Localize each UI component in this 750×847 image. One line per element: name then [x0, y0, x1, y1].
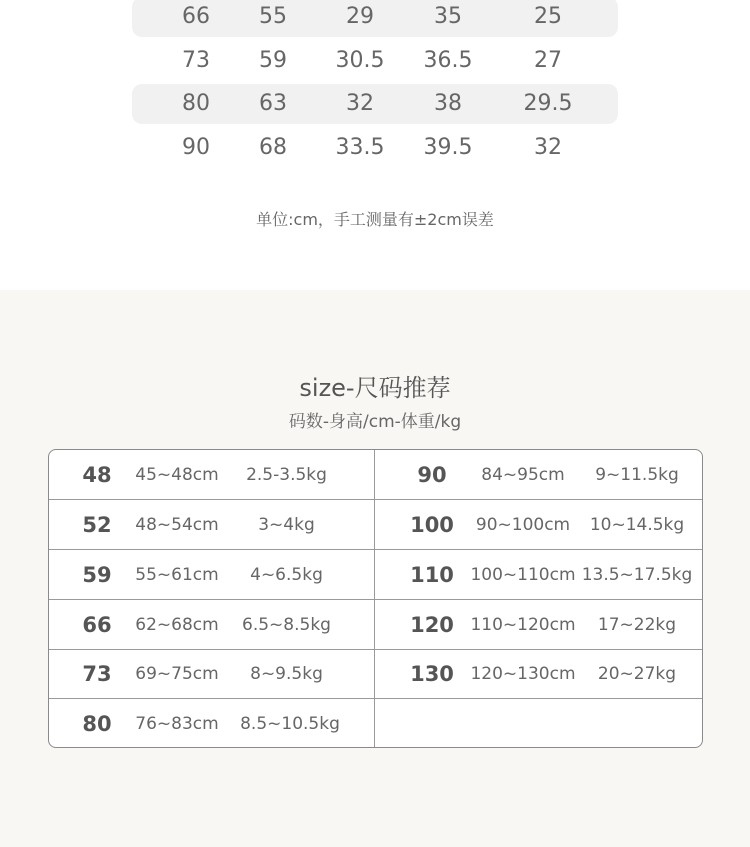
measurement-row	[132, 84, 618, 124]
size-code: 100	[410, 513, 454, 537]
size-code: 120	[410, 613, 454, 637]
size-code: 130	[410, 662, 454, 686]
size-code: 90	[417, 463, 447, 487]
section-subtitle: 码数-身高/cm-体重/kg	[288, 412, 462, 432]
size-code: 59	[82, 563, 112, 587]
size-code: 48	[82, 463, 112, 487]
measurement-cell: 55	[259, 4, 287, 29]
measurement-cell: 90	[182, 135, 210, 160]
height-range: 48~54cm	[135, 515, 219, 535]
measurement-cell: 30.5	[335, 48, 385, 73]
table-row	[49, 699, 703, 748]
size-code: 52	[82, 513, 112, 537]
measurement-cell: 25	[534, 4, 562, 29]
measurement-row	[132, 41, 618, 81]
weight-range: 20~27kg	[597, 664, 677, 684]
height-range: 62~68cm	[135, 615, 219, 635]
size-code: 73	[82, 662, 112, 686]
weight-range: 3~4kg	[258, 515, 315, 535]
table-row	[49, 649, 703, 699]
height-range: 120~130cm	[470, 664, 576, 684]
table-row	[49, 450, 703, 500]
measurement-cell: 36.5	[423, 48, 473, 73]
size-recommend-section	[0, 290, 750, 847]
weight-range: 2.5-3.5kg	[246, 465, 327, 485]
height-range: 84~95cm	[481, 465, 565, 485]
weight-range: 4~6.5kg	[250, 565, 323, 585]
weight-range: 6.5~8.5kg	[242, 615, 331, 635]
weight-range: 17~22kg	[597, 615, 677, 635]
table-row	[49, 550, 703, 600]
measurement-note: 单位:cm，手工测量有±2cm误差	[256, 210, 494, 229]
measurement-cell: 66	[182, 4, 210, 29]
weight-range: 8~9.5kg	[250, 664, 323, 684]
height-range: 76~83cm	[135, 714, 219, 734]
measurement-cell: 38	[434, 91, 462, 116]
measurement-cell: 68	[259, 135, 287, 160]
weight-range: 10~14.5kg	[589, 515, 685, 535]
size-table	[48, 449, 703, 748]
height-range: 110~120cm	[470, 615, 576, 635]
measurement-cell: 27	[534, 48, 562, 73]
weight-range: 8.5~10.5kg	[240, 714, 340, 734]
table-row	[49, 600, 703, 650]
measurement-row	[132, 128, 618, 168]
weight-range: 13.5~17.5kg	[581, 565, 693, 585]
size-code: 66	[82, 613, 112, 637]
measurement-cell: 33.5	[335, 135, 385, 160]
measurement-cell: 32	[346, 91, 374, 116]
height-range: 100~110cm	[470, 565, 576, 585]
height-range: 90~100cm	[475, 515, 571, 535]
size-code: 110	[410, 563, 454, 587]
weight-range: 9~11.5kg	[595, 465, 679, 485]
measurement-cell: 73	[182, 48, 210, 73]
measurement-cell: 63	[259, 91, 287, 116]
height-range: 69~75cm	[135, 664, 219, 684]
measurement-cell: 59	[259, 48, 287, 73]
height-range: 55~61cm	[135, 565, 219, 585]
section-title: size-尺码推荐	[299, 374, 451, 402]
table-row	[49, 500, 703, 550]
measurement-cell: 29	[346, 4, 374, 29]
size-code: 80	[82, 712, 112, 736]
measurement-cell: 35	[434, 4, 462, 29]
measurement-section	[0, 0, 750, 290]
measurement-cell: 39.5	[423, 135, 473, 160]
measurement-cell: 29.5	[523, 91, 573, 116]
height-range: 45~48cm	[135, 465, 219, 485]
measurement-cell: 32	[534, 135, 562, 160]
measurement-row	[132, 0, 618, 37]
measurement-cell: 80	[182, 91, 210, 116]
